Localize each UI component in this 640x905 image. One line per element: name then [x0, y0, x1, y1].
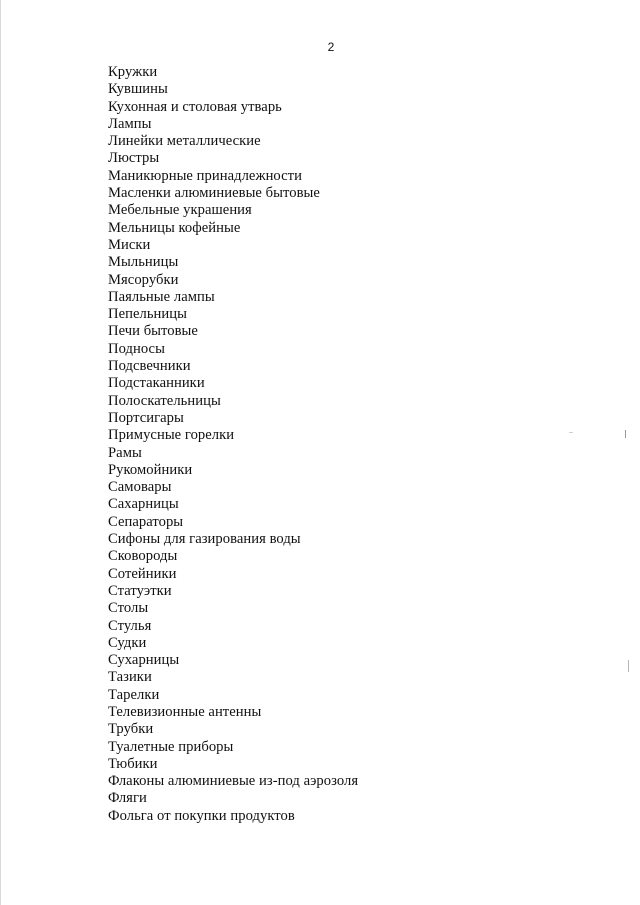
list-item: Подсвечники — [108, 358, 191, 375]
list-item: Подносы — [108, 340, 165, 357]
list-item: Сахарницы — [108, 496, 179, 513]
list-item: Мебельные украшения — [108, 202, 252, 219]
list-item: Телевизионные антенны — [108, 703, 262, 720]
list-item: Сухарницы — [108, 652, 180, 669]
item-list — [108, 64, 358, 825]
list-item: Масленки алюминиевые бытовые — [108, 185, 320, 202]
list-item: Кружки — [108, 64, 158, 80]
list-item: Портсигары — [108, 409, 184, 426]
scan-artifact — [569, 432, 573, 433]
list-item: Трубки — [108, 721, 154, 738]
list-item: Люстры — [108, 150, 160, 167]
list-item: Тюбики — [108, 755, 158, 772]
list-item: Печи бытовые — [108, 323, 198, 340]
list-item: Кувшины — [108, 81, 168, 98]
list-item: Лампы — [108, 115, 152, 132]
list-item: Миски — [108, 236, 151, 253]
list-item: Пепельницы — [108, 306, 187, 323]
list-item: Рукомойники — [108, 461, 193, 478]
list-item: Сковороды — [108, 548, 178, 565]
list-item: Мясорубки — [108, 271, 179, 288]
list-item: Туалетные приборы — [108, 738, 234, 755]
list-item: Стулья — [108, 617, 152, 634]
list-item: Мельницы кофейные — [108, 219, 241, 236]
list-item: Кухонная и столовая утварь — [108, 98, 282, 115]
list-item: Самовары — [108, 479, 172, 496]
list-item: Паяльные лампы — [108, 288, 215, 305]
list-item: Примусные горелки — [108, 427, 235, 444]
list-item: Рамы — [108, 444, 142, 461]
list-item: Тазики — [108, 669, 152, 686]
page-number: 2 — [327, 40, 335, 54]
list-item: Линейки металлические — [108, 133, 261, 150]
list-item: Судки — [108, 634, 147, 651]
scan-artifact — [625, 430, 626, 438]
list-item: Тарелки — [108, 686, 160, 703]
list-item: Сифоны для газирования воды — [108, 531, 301, 548]
list-item: Столы — [108, 600, 149, 617]
list-item: Полоскательницы — [108, 392, 221, 409]
list-item: Подстаканники — [108, 375, 205, 392]
list-item: Флаконы алюминиевые из-под аэрозоля — [108, 773, 359, 790]
list-item: Мыльницы — [108, 254, 179, 271]
scan-artifact — [628, 660, 629, 672]
list-item: Фольга от покупки продуктов — [108, 807, 295, 824]
list-item: Сотейники — [108, 565, 177, 582]
list-item: Сепараторы — [108, 513, 184, 530]
list-item: Фляги — [108, 790, 147, 807]
list-item: Маникюрные принадлежности — [108, 167, 302, 184]
list-item: Статуэтки — [108, 582, 172, 599]
